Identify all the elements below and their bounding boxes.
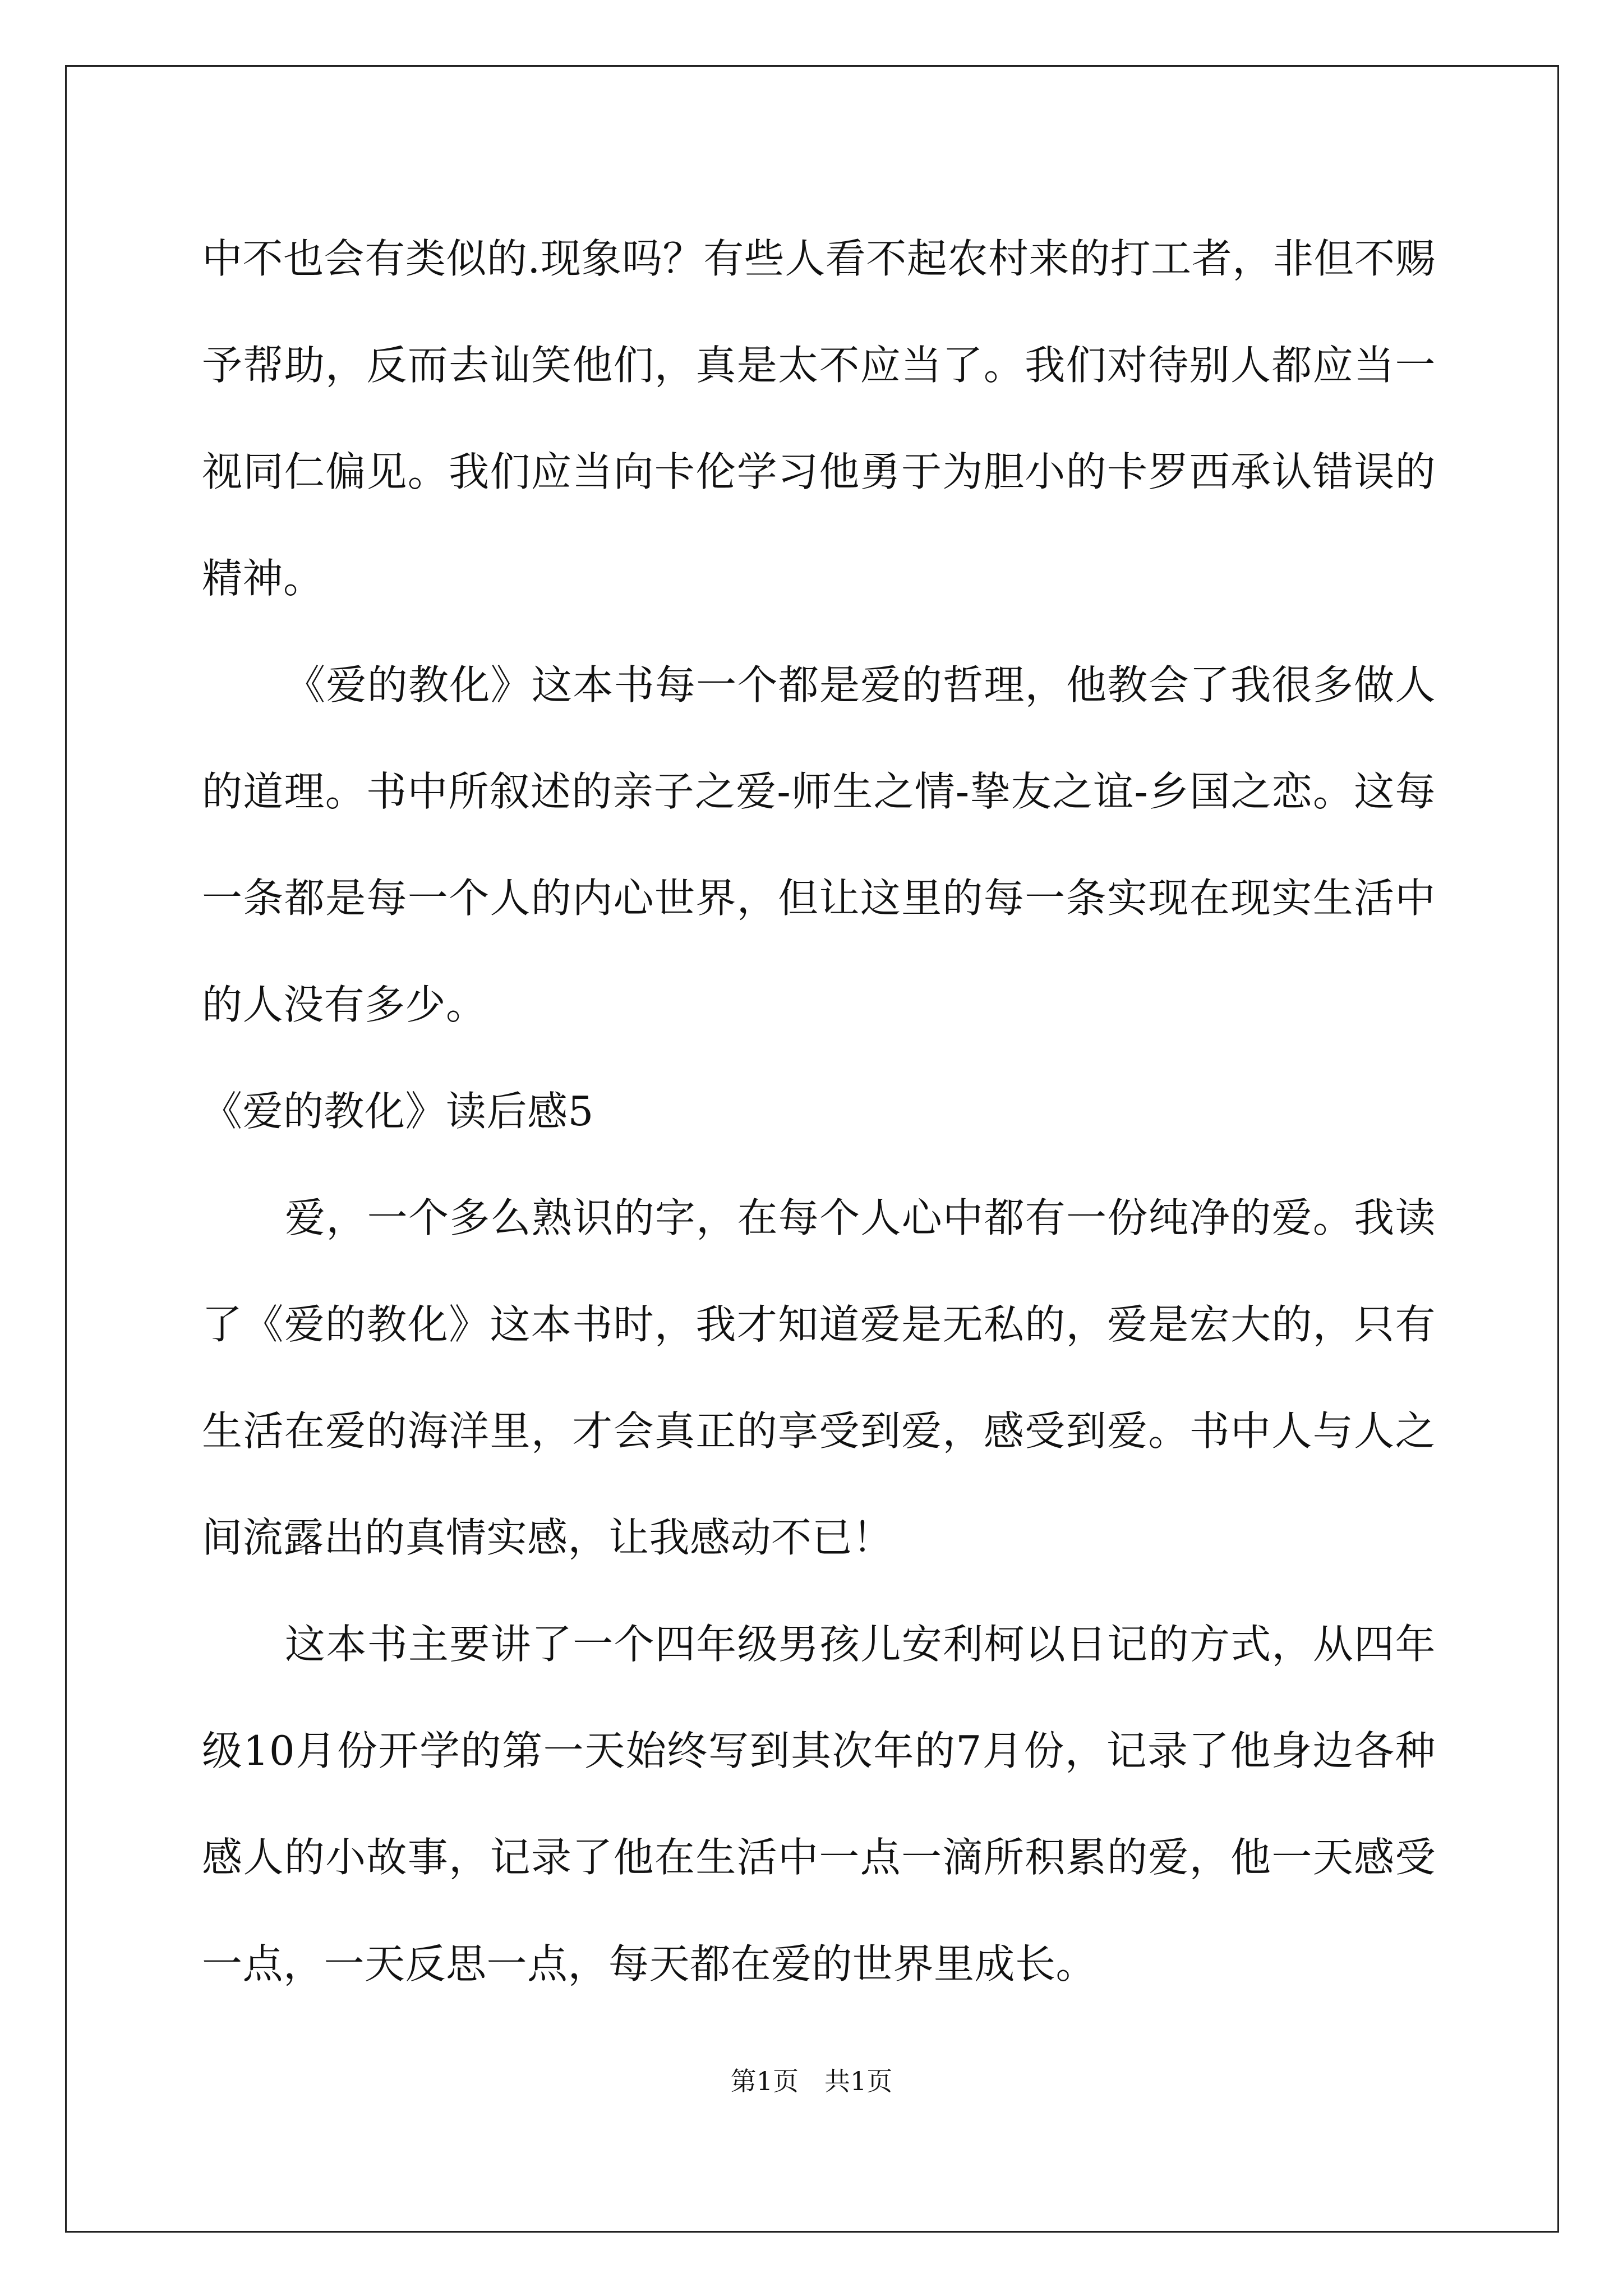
text-line: 生活在爱的海洋里，才会真正的享受到爱，感受到爱。书中人与人之 [202,1407,1436,1455]
text-line: 一条都是每一个人的内心世界，但让这里的每一条实现在现实生活中 [202,875,1436,922]
text-line: 的道理。书中所叙述的亲子之爱-师生之情-挚友之谊-乡国之恋。这每 [202,768,1436,815]
page-total: 共1页 [824,2066,893,2096]
page-number: 第1页 [730,2066,799,2096]
text-line: 《爱的教化》这本书每一个都是爱的哲理，他教会了我很多做人 [285,661,1436,708]
section-heading: 《爱的教化》读后感5 [202,1088,594,1135]
text-line: 精神。 [202,555,324,602]
text-line: 这本书主要讲了一个四年级男孩儿安利柯以日记的方式，从四年 [285,1621,1436,1668]
text-line: 了《爱的教化》这本书时，我才知道爱是无私的，爱是宏大的，只有 [202,1301,1436,1348]
text-line: 一点，一天反思一点，每天都在爱的世界里成长。 [202,1940,1097,1987]
text-line: 予帮助，反而去讪笑他们，真是太不应当了。我们对待别人都应当一 [202,342,1436,389]
text-line: 级10月份开学的第一天始终写到其次年的7月份，记录了他身边各种 [202,1727,1436,1774]
text-line: 的人没有多少。 [202,981,487,1028]
text-line: 视同仁偏见。我们应当向卡伦学习他勇于为胆小的卡罗西承认错误的 [202,448,1436,495]
text-line: 感人的小故事，记录了他在生活中一点一滴所积累的爱，他一天感受 [202,1834,1436,1881]
page-footer [0,2064,1623,2098]
text-line: 爱，一个多么熟识的字，在每个人心中都有一份纯净的爱。我读 [285,1194,1436,1241]
text-line: 中不也会有类似的.现象吗？有些人看不起农村来的打工者，非但不赐 [202,235,1436,282]
text-line: 间流露出的真情实感，让我感动不已！ [202,1514,893,1561]
document-body [202,205,1436,2017]
